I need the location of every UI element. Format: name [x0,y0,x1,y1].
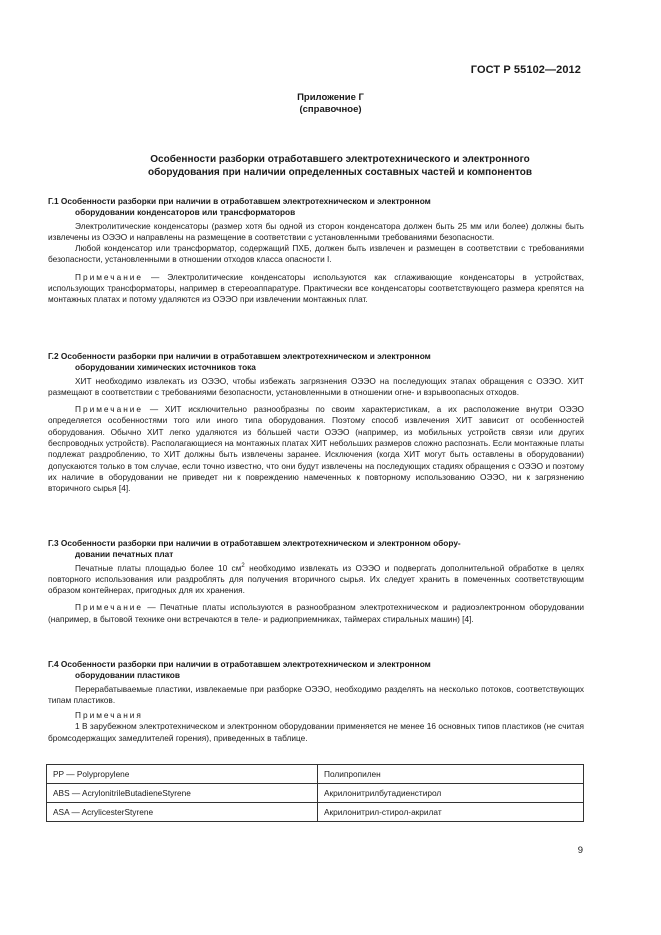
note-text: — Печатные платы используются в разнообразном электротехническом и радиоэлектронном оборудовании (например, в бытовой технике они встречаются в теле- и радиоприемниках, таймерах стиральных машин) [4]. [48,602,584,624]
table-cell-en: ASA — AcrylicesterStyrene [47,803,318,822]
section-g2-note [48,404,584,494]
section-g3-paragraph-1 [48,563,584,597]
standard-number: ГОСТ Р 55102—2012 [470,64,581,76]
section-g1 [48,196,584,306]
superscript-2: 2 [241,562,245,569]
main-title-line-2: оборудования при наличии определенных составных частей и компонентов [148,167,532,178]
section-g1-title-line-1: Г.1 Особенности разборки при наличии в отработавшем электротехническом и электронном [48,196,431,206]
section-g3-title-line-2: довании печатных плат [75,549,174,560]
table-row [47,803,584,822]
main-title [60,153,620,179]
table-cell-ru: Полипропилен [318,765,584,784]
section-g1-note [48,272,584,306]
note-text: — Электролитические конденсаторы используются как сглаживающие конденсаторы в устройствах, использующих трансформаторы, например в стереоаппаратуре. Практически все конденсаторы соответствующего размера крепятся на монтажных платах и потому удаляются из ОЭЭО при извлечении монтажных плат. [48,271,584,305]
section-g2-title [48,351,584,374]
note-label: Примечание [75,271,144,282]
para-text-b: необходимо извлекать из ОЭЭО и подвергать дополнительной обработке в целях повторного использования или раздроблять для получения вторичного сырья. Их следует хранить в помеченных соответствующим образом контейнерах, пригодных для их хранения. [48,562,584,596]
section-g4-notes-label: Примечания [75,710,143,721]
section-g3-title [48,538,584,561]
page-number: 9 [577,845,583,856]
table-cell-en: PP — Polypropylene [47,765,318,784]
para-text-a: Печатные платы площадью более 10 см [75,562,242,573]
plastics-table [46,764,584,822]
section-g3 [48,538,584,625]
section-g4-paragraph-1: Перерабатываемые пластики, извлекаемые при разборке ОЭЭО, необходимо разделять на несколько потоков, соответствующих типам пластиков. [48,683,584,705]
appendix-status: (справочное) [299,104,362,115]
section-g4-title-line-1: Г.4 Особенности разборки при наличии в отработавшем электротехническом и электронном [48,659,431,669]
section-g1-paragraph-1: Электролитические конденсаторы (размер хотя бы одной из сторон конденсатора должен быть 25 мм или более) должны быть извлечены из ОЭЭО и направлены на размещение в соответствии с установленными требованиями безопасности. [48,220,584,242]
table-row [47,784,584,803]
appendix-label: Приложение Г [297,92,364,103]
table-row [47,765,584,784]
section-g4-title-line-2: оборудовании пластиков [75,670,180,681]
note-label: Примечание [75,404,144,415]
section-g1-title [48,196,584,219]
note-text: — ХИТ исключительно разнообразны по своим характеристикам, а их расположение внутри ОЭЭО определяется особенностями того или иного типа оборудования. Поэтому способ извлечения ХИТ зависит от особенностей оборудования. Обычно ХИТ легко удаляются из бóльшей части ОЭЭО (например, из мобильных устройств связи или других беспроводных устройств). Располагающиеся на монтажных платах ХИТ небольших размеров сложно распознать. Если монтажные платы подлежат раздроблению, то ХИТ должны быть извлечены заранее. Исключения (когда ХИТ могут быть оставлены в оборудовании) допускаются только в том случае, если точно известно, что они будут извлечены на последующих стадиях обращения с ОЭЭО и поэтому их наличие в оборудовании не приведет ни к повреждению намеченных к повторному использованию ОЭЭО, ни к загрязнению вторичного сырья [4]. [48,404,584,494]
section-g2-paragraph-1: ХИТ необходимо извлекать из ОЭЭО, чтобы избежать загрязнения ОЭЭО на последующих этапах обращения с ОЭЭО. ХИТ размещают в соответствии с требованиями безопасности, установленными в отношении огне- и взрывоопасных отходов. [48,375,584,397]
section-g2-title-line-1: Г.2 Особенности разборки при наличии в отработавшем электротехническом и электронном [48,351,431,361]
section-g4 [48,659,584,744]
appendix-heading [0,92,661,116]
main-title-line-1: Особенности разборки отработавшего электротехнического и электронного [150,154,530,165]
section-g1-paragraph-2: Любой конденсатор или трансформатор, содержащий ПХБ, должен быть извлечен и размещен в соответствии с требованиями безопасности, установленными в отношении отходов класса опасности I. [48,243,584,265]
section-g2 [48,351,584,495]
section-g4-title [48,659,584,682]
section-g3-title-line-1: Г.3 Особенности разборки при наличии в отработавшем электротехническом и электронном обору- [48,538,461,548]
section-g4-note-1: 1 В зарубежном электротехническом и электронном оборудовании применяется не менее 16 основных типов пластиков (не считая бромсодержащих замедлителей горения), приведенных в таблице. [48,721,584,743]
note-label: Примечание [75,602,144,613]
section-g1-title-line-2: оборудовании конденсаторов или трансформаторов [75,207,296,218]
table-cell-ru: Акрилонитрилбутадиенстирол [318,784,584,803]
table-cell-en: ABS — AcrylonitrileButadieneStyrene [47,784,318,803]
table-cell-ru: Акрилонитрил-стирол-акрилат [318,803,584,822]
section-g2-title-line-2: оборудовании химических источников тока [75,362,256,373]
section-g3-note [48,602,584,625]
